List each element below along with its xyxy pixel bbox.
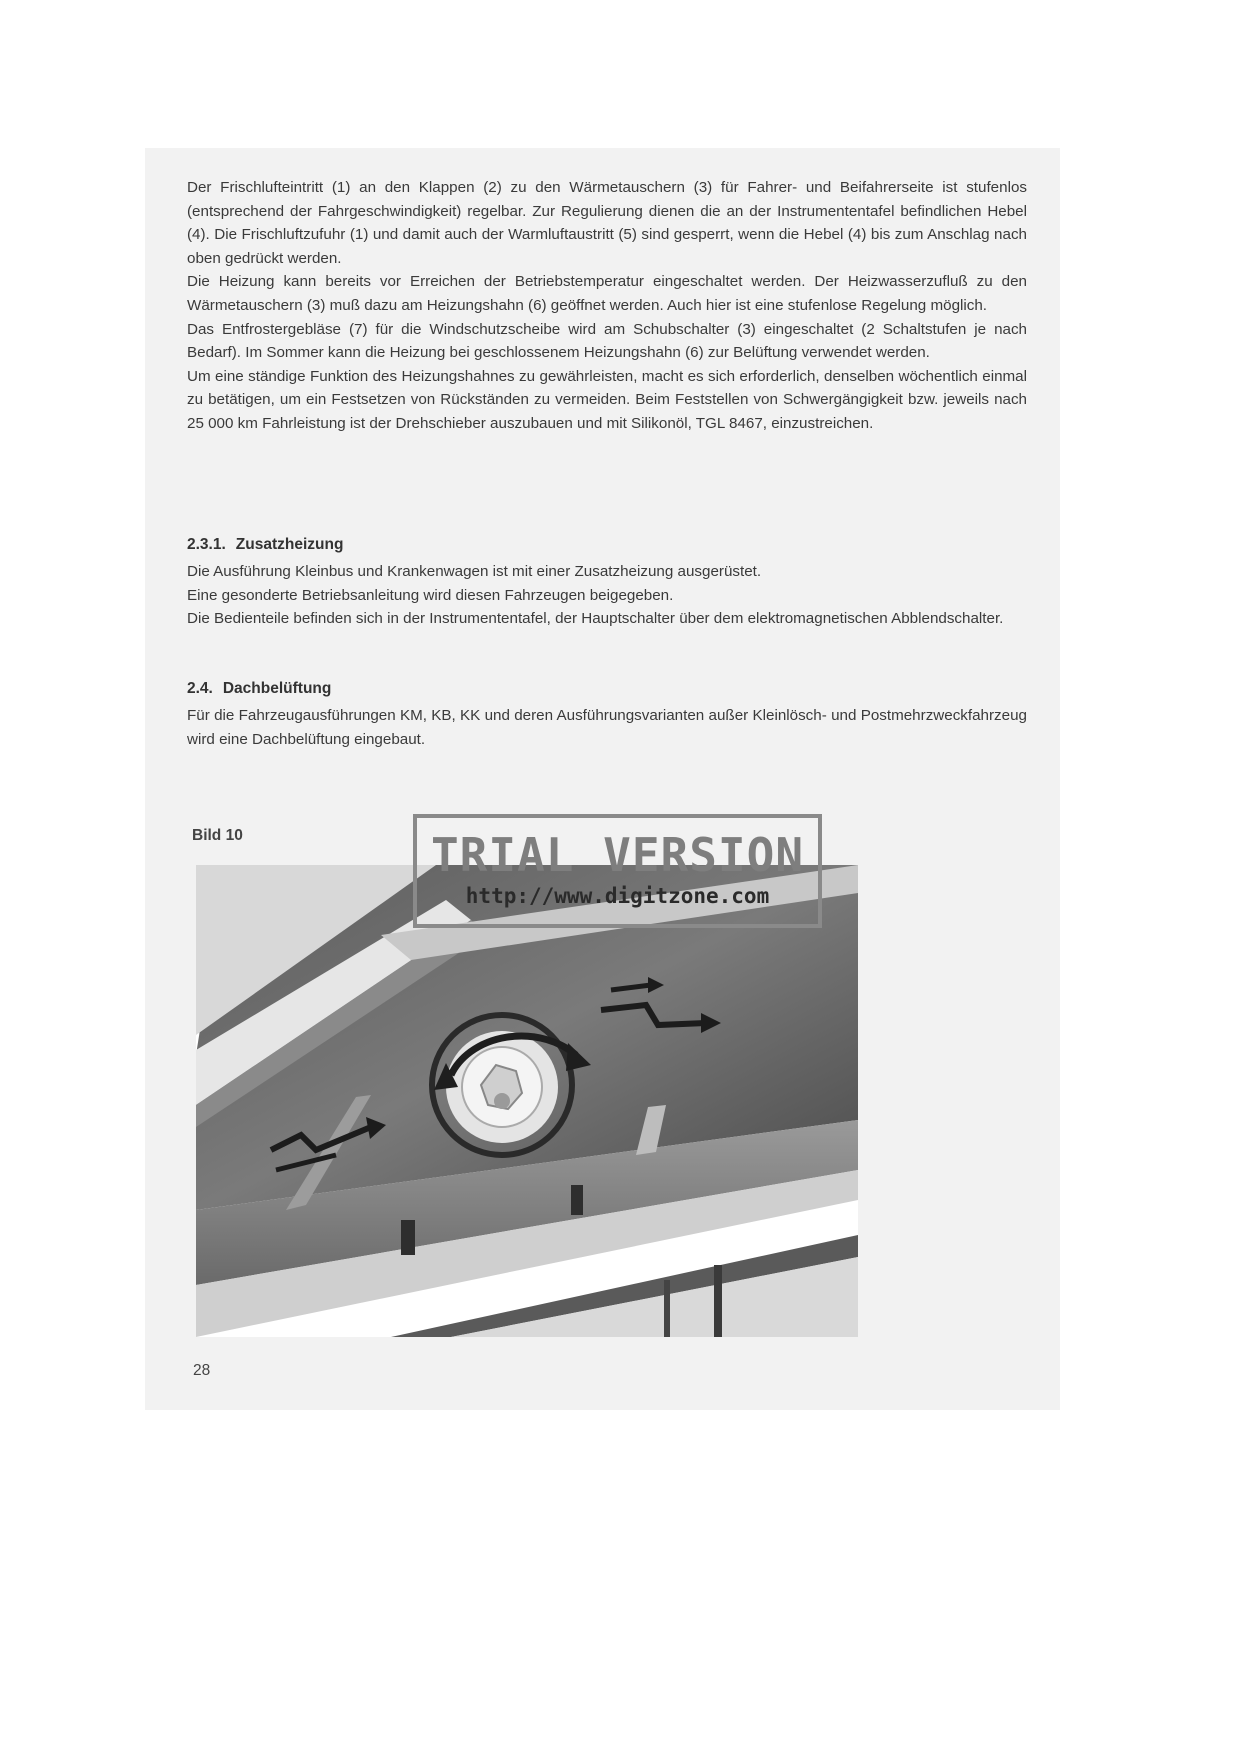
page-number: 28	[193, 1362, 211, 1379]
intro-paragraph-4: Um eine ständige Funktion des Heizungshahnes zu gewährleisten, macht es sich erforderlich, denselben wöchentlich einmal zu betätigen, um ein Festsetzen von Rückständen zu vermeiden. Beim Feststellen von Schwergängigkeit bzw. jeweils nach 25 000 km Fahrleistung ist der Drehschieber auszubauen und mit Silikonöl, TGL 8467, einzustreichen.	[187, 367, 1027, 432]
roof-ventilation-photo	[196, 865, 858, 1337]
figure-caption: Bild 10	[192, 827, 243, 844]
section-24-title: Dachbelüftung	[222, 680, 332, 697]
intro-paragraph-3: Das Entfrostergebläse (7) für die Windschutzscheibe wird am Schubschalter (3) eingeschaltet (2 Schaltstufen je nach Bedarf). Im Sommer kann die Heizung bei geschlossenem Heizungshahn (6) zur Belüftung verwendet werden.	[187, 320, 1027, 362]
section-231-paragraph-1: Die Ausführung Kleinbus und Krankenwagen ist mit einer Zusatzheizung ausgerüstet.	[187, 563, 762, 580]
section-24-number: 2.4.	[187, 680, 213, 697]
section-231-paragraph-3: Die Bedienteile befinden sich in der Instrumententafel, der Hauptschalter über dem elektromagnetischen Abblendschalter.	[187, 610, 1004, 628]
intro-paragraph-1: Der Frischlufteintritt (1) an den Klappen (2) zu den Wärmetauschern (3) für Fahrer- und Beifahrerseite ist stufenlos (entsprechend der Fahrgeschwindigkeit) regelbar. Zur Regulierung dienen die an der Instrumententafel befindlichen Hebel (4). Die Frischluftzufuhr (1) und damit auch der Warmluftaustritt (5) sind gesperrt, wenn die Hebel (4) bis zum Anschlag nach oben gedrückt werden.	[187, 179, 1027, 267]
section-231-number: 2.3.1.	[187, 536, 226, 553]
section-231-paragraph-2: Eine gesonderte Betriebsanleitung wird diesen Fahrzeugen beigegeben.	[187, 586, 674, 604]
section-231-title: Zusatzheizung	[235, 536, 344, 553]
intro-paragraph-2: Die Heizung kann bereits vor Erreichen der Betriebstemperatur eingeschaltet werden. Der Heizwasserzufluß zu den Wärmetauschern (3) muß dazu am Heizungshahn (6) geöffnet werden. Auch hier ist eine stufenlose Regelung möglich.	[187, 273, 1027, 314]
section-24-paragraph-1: Für die Fahrzeugausführungen KM, KB, KK und deren Ausführungsvarianten außer Kleinlösch- und Postmehrzweckfahrzeug wird eine Dachbelüftung eingebaut.	[187, 707, 1027, 748]
section-24-heading	[187, 680, 331, 698]
section-24-text	[187, 704, 1027, 751]
section-231-text	[187, 560, 1027, 631]
watermark-url: http://www.digitzone.com	[465, 884, 770, 908]
intro-text	[187, 176, 1027, 436]
watermark-title: TRIAL VERSION	[430, 828, 805, 882]
section-231-heading	[187, 536, 343, 554]
trial-watermark	[413, 814, 822, 928]
